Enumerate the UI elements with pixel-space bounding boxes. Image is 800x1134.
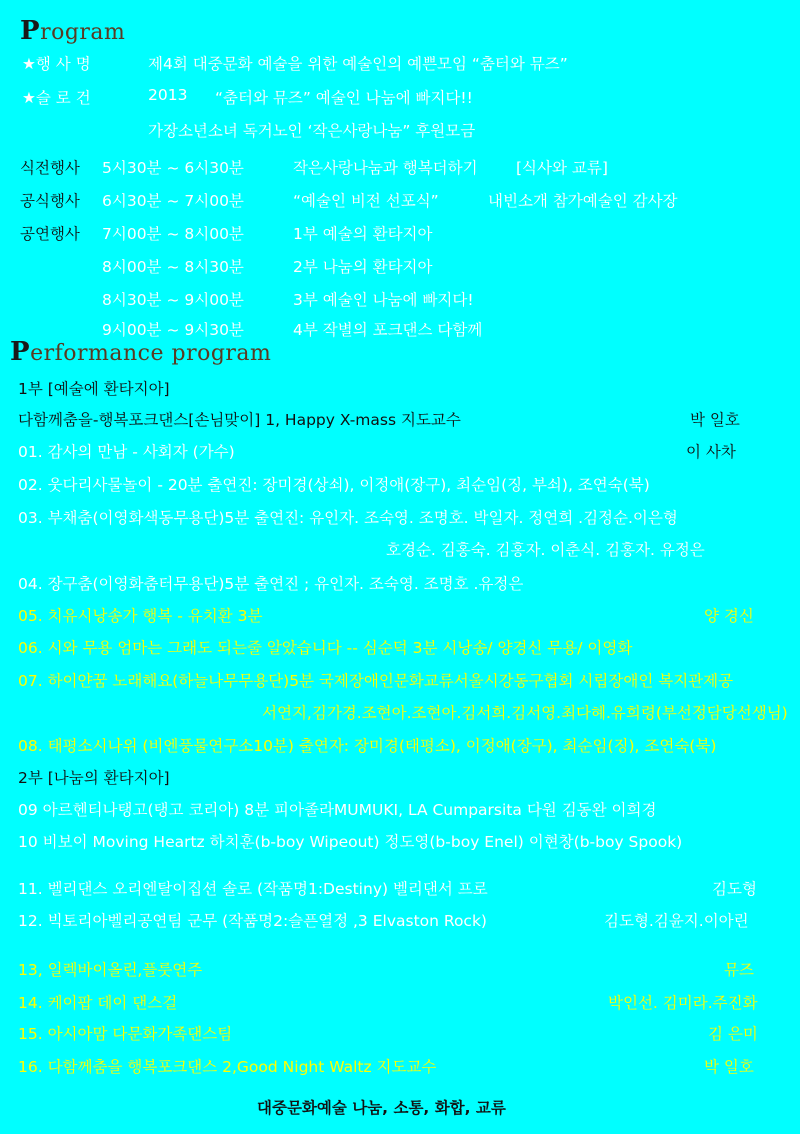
event-name-value: 제4회 대중문화 예술을 위한 예술인의 예쁜모임 “춤터와 뮤즈” (148, 55, 568, 73)
p16-text: 16. 다함께춤을 행복포크댄스 2,Good Night Waltz 지도교수 (18, 1058, 437, 1076)
p15-text: 15. 아시아맘 다문화가족댄스팀 (18, 1025, 233, 1043)
schedule-desc-5: 4부 작별의 포크댄스 다함께 (293, 321, 483, 339)
schedule-desc-0: 작은사랑나눔과 행복더하기 (293, 159, 478, 177)
p01-right: 이 사차 (686, 443, 736, 461)
p07-line2: 서연지,김가경.조현아.조현아.김서희.김서영.최다혜.유희령(부선정담당선생님) (262, 704, 788, 722)
schedule-extra-1: 내빈소개 참가예술인 감사장 (488, 192, 678, 210)
program-heading (20, 16, 125, 46)
p06-text: 06. 시와 무용 엄마는 그래도 되는줄 알았습니다 -- 심순덕 3분 시낭송/ 양경신 무용/ 이영화 (18, 639, 633, 657)
p12-right: 김도형.김윤지.이아린 (604, 912, 749, 930)
program-heading-cap: P (20, 16, 41, 46)
p07-text: 07. 하이얀꿈 노래해요(하늘나무무용단)5분 국제장애인문화교류서울시강동구협회 시립장애인 복지관제공 (18, 672, 734, 690)
p03-line2: 호경순. 김홍숙. 김홍자. 이춘식. 김홍자. 유정은 (386, 541, 705, 559)
p12-text: 12. 빅토리아벨리공연팀 군무 (작품명2:슬픈열정 ,3 Elvaston Rock) (18, 912, 487, 930)
p14-text: 14. 케이팝 데이 댄스걸 (18, 994, 178, 1012)
p09-text: 09 아르헨티나탱고(탱고 코리아) 8분 피아졸라MUMUKI, LA Cumparsita 다원 김동완 이희경 (18, 801, 657, 819)
p02-text: 02. 웃다리사물놀이 - 20분 출연진: 장미경(상쇠), 이정애(장구), 최순임(징, 부쇠), 조연숙(북) (18, 476, 650, 494)
p13-right: 뮤즈 (724, 961, 754, 979)
slogan-value: “춤터와 뮤즈” 예술인 나눔에 빠지다!! (215, 89, 473, 107)
p04-text: 04. 장구춤(이영화춤터무용단)5분 출연진 ; 유인자. 조숙영. 조명호 .유정은 (18, 575, 524, 593)
schedule-desc-2: 1부 예술의 환타지아 (293, 225, 433, 243)
slogan-year: 2013 (148, 86, 188, 104)
p03-text: 03. 부채춤(이영화색동무용단)5분 출연진: 유인자. 조숙영. 조명호. 박일자. 정연희 .김정순.이은형 (18, 509, 678, 527)
p05-right: 양 경신 (704, 607, 754, 625)
p10-text: 10 비보이 Moving Heartz 하치훈(b-boy Wipeout) 정도영(b-boy Enel) 이현창(b-boy Spook) (18, 833, 683, 851)
event-name-label: ★행 사 명 (22, 55, 91, 73)
p05-text: 05. 치유시낭송가 행복 - 유치환 3분 (18, 607, 263, 625)
schedule-time-4: 8시30분 ~ 9시00분 (102, 291, 244, 309)
p11-right: 김도형 (712, 880, 757, 898)
part1-title: 1부 [예술에 환타지아] (18, 380, 170, 398)
schedule-label-1: 공식행사 (20, 192, 80, 210)
schedule-desc-4: 3부 예술인 나눔에 빠지다! (293, 291, 474, 309)
p08-text: 08. 태평소시나위 (비엔풍물연구소10분) 출연자: 장미경(태평소), 이정애(장구), 최순임(징), 조연숙(북) (18, 737, 717, 755)
schedule-time-0: 5시30분 ~ 6시30분 (102, 159, 244, 177)
performance-heading (10, 337, 271, 367)
slogan-label: ★슬 로 건 (22, 89, 91, 107)
performance-heading-rest: erformance program (30, 341, 272, 366)
p16-right: 박 일호 (704, 1058, 754, 1076)
opening-text: 다함께춤을-행복포크댄스[손님맞이] 1, Happy X-mass 지도교수 (18, 411, 461, 429)
p15-right: 김 은미 (708, 1025, 758, 1043)
program-heading-rest: rogram (40, 20, 126, 45)
opening-right: 박 일호 (690, 411, 740, 429)
footer-slogan: 대중문화예술 나눔, 소통, 화합, 교류 (257, 1099, 506, 1117)
slogan-line2: 가장소년소녀 독거노인 ‘작은사랑나눔” 후원모금 (148, 122, 476, 140)
schedule-time-2: 7시00분 ~ 8시00분 (102, 225, 244, 243)
schedule-label-2: 공연행사 (20, 225, 80, 243)
schedule-time-5: 9시00분 ~ 9시30분 (102, 321, 244, 339)
performance-heading-cap: P (10, 337, 31, 367)
p14-right: 박인선. 김미라.주진화 (608, 994, 758, 1012)
schedule-label-0: 식전행사 (20, 159, 80, 177)
schedule-extra-0: [식사와 교류] (516, 159, 608, 177)
schedule-time-3: 8시00분 ~ 8시30분 (102, 258, 244, 276)
part2-title: 2부 [나눔의 환타지아] (18, 769, 170, 787)
schedule-time-1: 6시30분 ~ 7시00분 (102, 192, 244, 210)
schedule-desc-1: “예술인 비전 선포식” (293, 192, 439, 210)
p11-text: 11. 벨리댄스 오리엔탈이집션 솔로 (작품명1:Destiny) 벨리댄서 프로 (18, 880, 488, 898)
p13-text: 13, 일렉바이올린,플룻연주 (18, 961, 203, 979)
p01-text: 01. 감사의 만남 - 사회자 (가수) (18, 443, 235, 461)
schedule-desc-3: 2부 나눔의 환타지아 (293, 258, 433, 276)
